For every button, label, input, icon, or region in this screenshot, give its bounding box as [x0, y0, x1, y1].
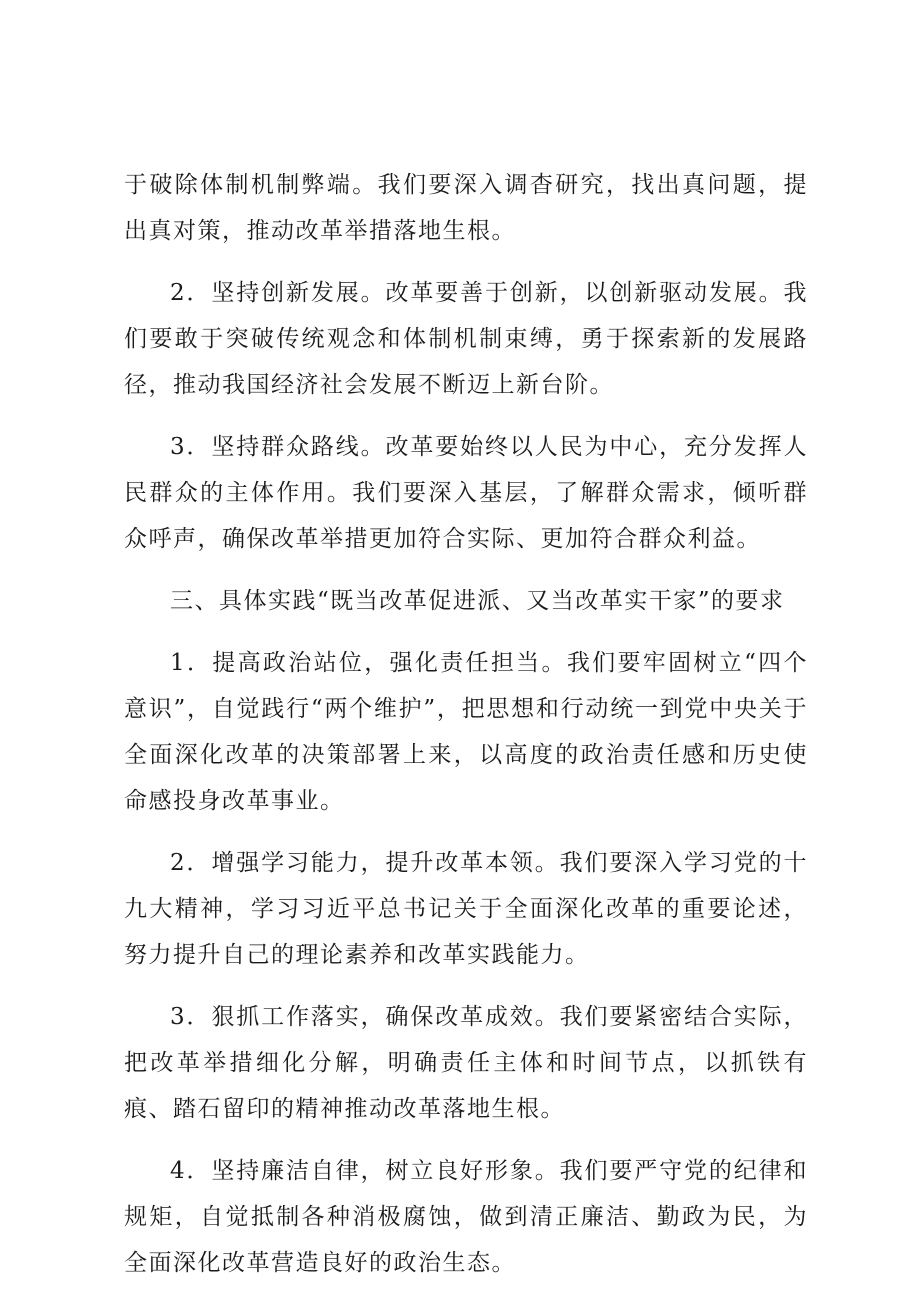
document-body — [124, 162, 808, 1286]
paragraph-implementation: 3．狠抓工作落实，确保改革成效。我们要紧密结合实际，把改革举措细化分解，明确责任主体和时间节点，以抓铁有痕、踏石留印的精神推动改革落地生根。 — [124, 1004, 808, 1122]
paragraph-innovation: 2．坚持创新发展。改革要善于创新，以创新驱动发展。我们要敢于突破传统观念和体制机制束缚，勇于探索新的发展路径，推动我国经济社会发展不断迈上新台阶。 — [124, 280, 808, 398]
paragraph-continuation: 于破除体制机制弊端。我们要深入调杳研究，找出真问题，提出真对策，推动改革举措落地生根。 — [124, 172, 808, 244]
paragraph-integrity: 4．坚持廉洁自律，树立良好形象。我们要严守党的纪律和规矩，自觉抵制各种消极腐蚀，做到清正廉洁、勤政为民，为全面深化改革营造良好的政治生态。 — [124, 1158, 808, 1276]
paragraph-political-stance: 1．提高政治站位，强化责任担当。我们要牢固树立“四个意识”，自觉践行“两个维护”，把思想和行动统一到党中央关于全面深化改革的决策部署上来，以高度的政治责任感和历史使命感投身改革事业。 — [124, 650, 808, 814]
paragraph-mass-line: 3．坚持群众路线。改革要始终以人民为中心，充分发挥人民群众的主体作用。我们要深入基层，了解群众需求，倾听群众呼声，确保改革举措更加符合实际、更加符合群众利益。 — [124, 434, 808, 552]
paragraph-learning-ability: 2．增强学习能力，提升改革本领。我们要深入学习党的十九大精神，学习习近平总书记关于全面深化改革的重要论述，努力提升自己的理论素养和改革实践能力。 — [124, 850, 808, 968]
section-heading-three: 三、具体实践“既当改革促进派、又当改革实干家”的要求 — [170, 588, 785, 614]
